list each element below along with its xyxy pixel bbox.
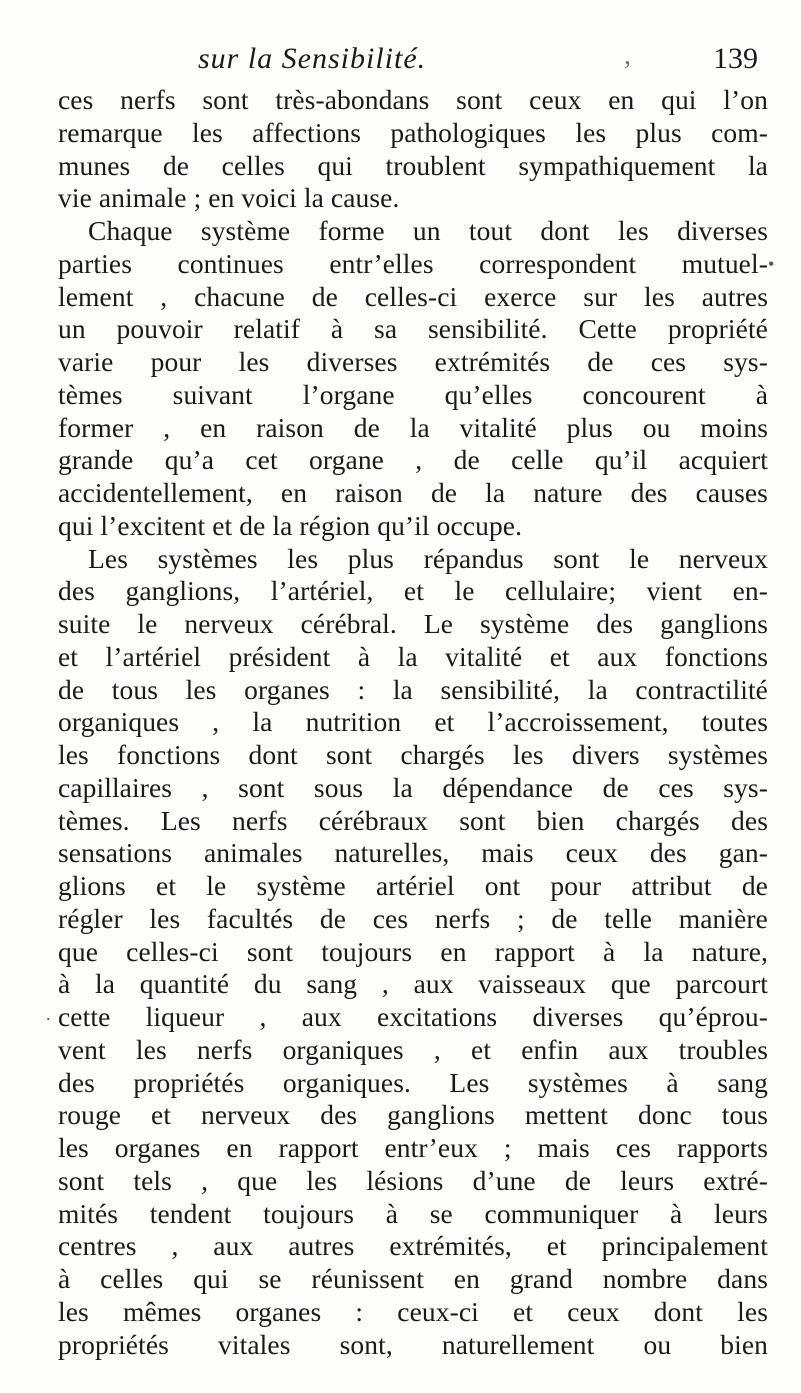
text-line: vie animale ; en voici la cause.: [58, 182, 400, 214]
text-line: capillaires , sont sous la dépendance de ces sys-: [58, 771, 768, 803]
text-line: à celles qui se réunissent en grand nombre dans: [58, 1263, 768, 1294]
text-line: remarque les affections pathologiques les plus com-: [58, 116, 768, 148]
text-line: accidentellement, en raison de la nature des causes: [58, 477, 768, 508]
text-line: grande qu’a cet organe , de celle qu’il acquiert: [58, 444, 768, 476]
text-line: propriétés vitales sont, naturellement ou bien: [58, 1328, 768, 1360]
text-line: organiques , la nutrition et l’accroissement, toutes: [58, 706, 768, 738]
text-line: et l’artériel président à la vitalité et aux fonctions: [58, 640, 768, 672]
body-text: [58, 84, 768, 1361]
text-line: de tous les organes : la sensibilité, la contractilité: [58, 673, 768, 705]
text-line: les fonctions dont sont chargés les divers systèmes: [58, 739, 768, 770]
text-line: un pouvoir relatif à sa sensibilité. Cette propriété: [58, 313, 768, 345]
header-mark: ,: [624, 40, 631, 71]
text-line: les organes en rapport entr’eux ; mais ces rapports: [58, 1132, 768, 1163]
text-line: des ganglions, l’artériel, et le cellulaire; vient en-: [58, 575, 768, 607]
page-number: 139: [713, 42, 758, 75]
text-line: tèmes suivant l’organe qu’elles concourent à: [58, 378, 768, 410]
text-line: sont tels , que les lésions d’une de leurs extré-: [58, 1164, 768, 1196]
text-line: munes de celles qui troublent sympathiquement la: [58, 149, 768, 181]
text-line: que celles-ci sont toujours en rapport à la nature,: [58, 935, 768, 967]
text-line: glions et le système artériel ont pour attribut de: [58, 870, 768, 901]
running-title: sur la Sensibilité.: [198, 42, 427, 75]
text-line: ces nerfs sont très-abondans sont ceux en qui l’on: [58, 84, 768, 115]
text-line: rouge et nerveux des ganglions mettent donc tous: [58, 1099, 768, 1131]
text-line: suite le nerveux cérébral. Le système des ganglions: [58, 608, 768, 639]
text-line: des propriétés organiques. Les systèmes à sang: [58, 1066, 768, 1098]
text-line: varie pour les diverses extrémités de ces sys-: [58, 346, 768, 377]
text-line: tèmes. Les nerfs cérébraux sont bien chargés des: [58, 804, 768, 836]
text-line: qui l’excitent et de la région qu’il occupe.: [58, 509, 523, 541]
page-header: [58, 42, 758, 82]
text-line: vent les nerfs organiques , et enfin aux troubles: [58, 1033, 768, 1065]
text-line: les mêmes organes : ceux-ci et ceux dont les: [58, 1295, 768, 1327]
text-line: mités tendent toujours à se communiquer à leurs: [58, 1197, 768, 1229]
text-line: lement , chacune de celles-ci exerce sur les autres: [58, 280, 768, 312]
text-line: régler les facultés de ces nerfs ; de telle manière: [58, 902, 768, 934]
text-line: Chaque système forme un tout dont les diverses: [88, 215, 768, 246]
text-line: sensations animales naturelles, mais ceux des gan-: [58, 837, 768, 869]
text-line: à la quantité du sang , aux vaisseaux que parcourt: [58, 968, 768, 1000]
margin-mark-right: •: [768, 254, 775, 274]
text-line: centres , aux autres extrémités, et principalement: [58, 1230, 768, 1262]
text-line: Les systèmes les plus répandus sont le nerveux: [88, 542, 768, 574]
text-line: cette liqueur , aux excitations diverses qu’éprou-: [58, 1001, 768, 1032]
text-line: former , en raison de la vitalité plus ou moins: [58, 411, 768, 443]
margin-mark-left: .: [46, 1004, 51, 1024]
text-line: parties continues entr’elles correspondent mutuel-: [58, 247, 768, 279]
